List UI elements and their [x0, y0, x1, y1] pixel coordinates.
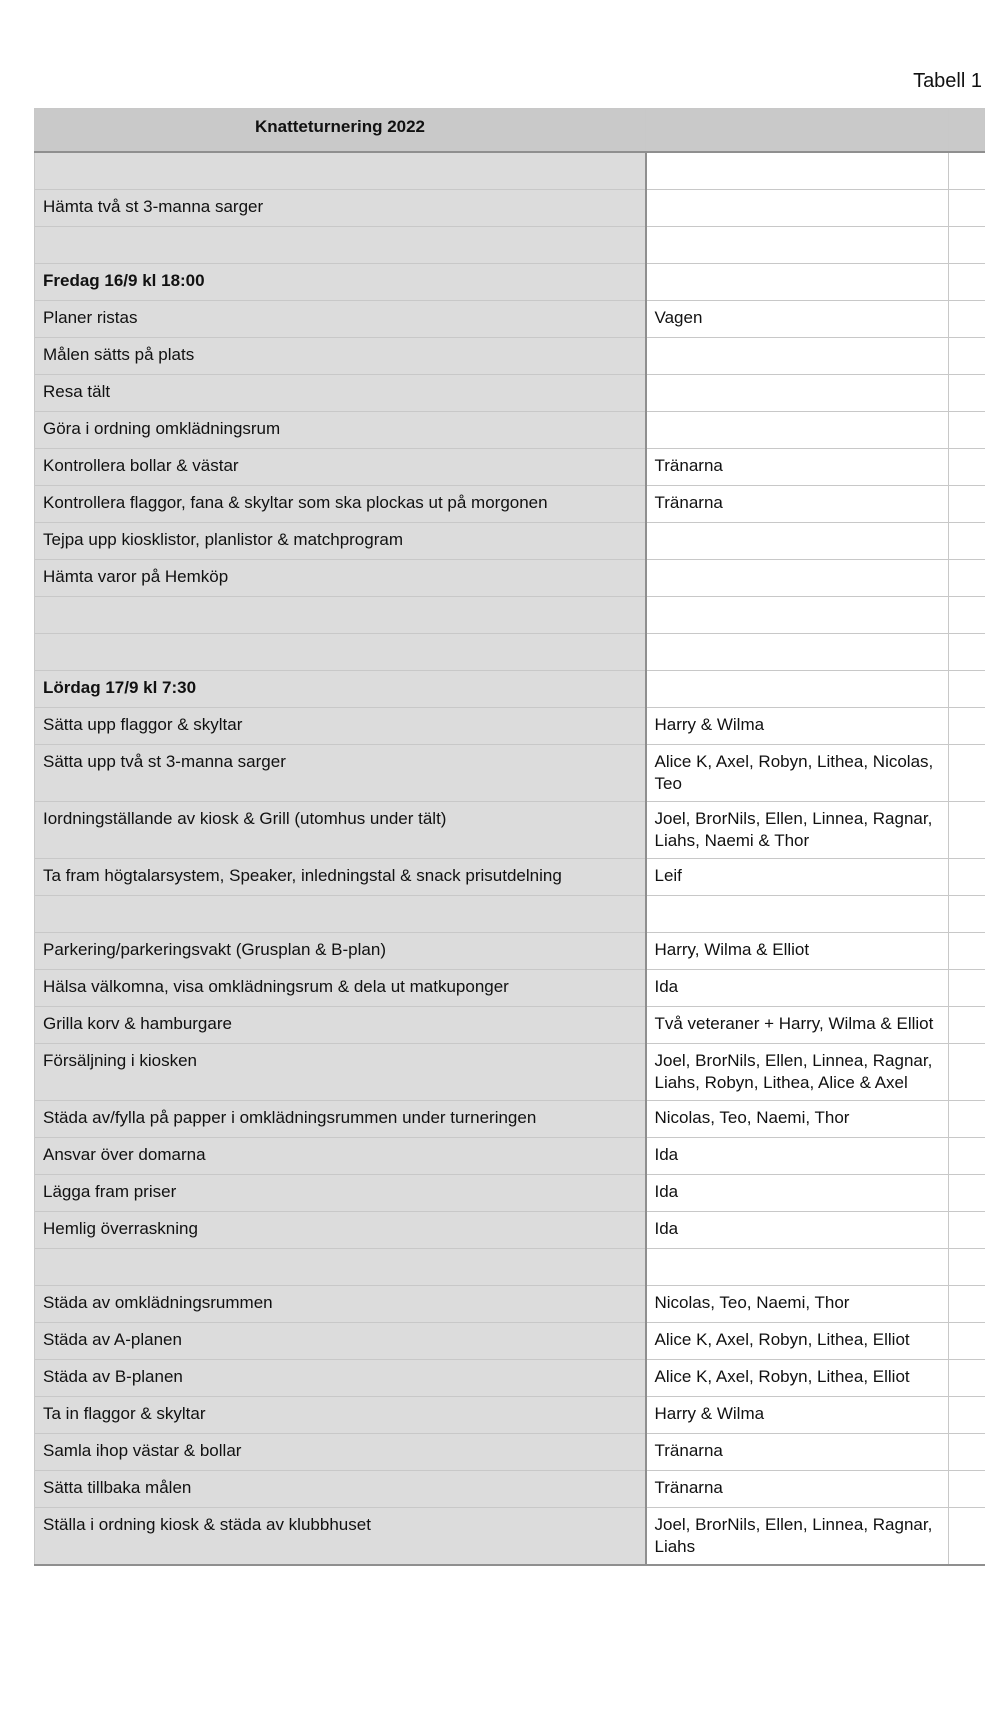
task-cell[interactable] — [35, 227, 646, 264]
table-row — [35, 1434, 985, 1471]
assignee-cell[interactable] — [646, 560, 949, 597]
header-row — [35, 109, 985, 153]
table-row — [35, 745, 985, 802]
table-row — [35, 1249, 985, 1286]
table-row — [35, 190, 985, 227]
task-cell[interactable]: Sätta upp flaggor & skyltar — [35, 708, 646, 745]
table-row — [35, 301, 985, 338]
assignee-cell[interactable]: Tränarna — [646, 449, 949, 486]
task-cell[interactable]: Göra i ordning omklädningsrum — [35, 412, 646, 449]
assignee-cell[interactable] — [646, 152, 949, 190]
empty-cell[interactable] — [949, 412, 985, 449]
assignee-cell[interactable]: Alice K, Axel, Robyn, Lithea, Elliot — [646, 1360, 949, 1397]
empty-cell[interactable] — [949, 1286, 985, 1323]
table-row — [35, 1212, 985, 1249]
task-cell[interactable]: Sätta tillbaka målen — [35, 1471, 646, 1508]
assignee-cell[interactable]: Harry & Wilma — [646, 1397, 949, 1434]
task-cell[interactable]: Parkering/parkeringsvakt (Grusplan & B-plan) — [35, 933, 646, 970]
empty-cell[interactable] — [949, 1212, 985, 1249]
empty-cell[interactable] — [949, 1360, 985, 1397]
table-row — [35, 896, 985, 933]
empty-cell[interactable] — [949, 1044, 985, 1101]
assignee-cell[interactable]: Joel, BrorNils, Ellen, Linnea, Ragnar, Liahs, Robyn, Lithea, Alice & Axel — [646, 1044, 949, 1101]
empty-cell[interactable] — [949, 597, 985, 634]
table-row — [35, 264, 985, 301]
assignee-cell[interactable]: Tränarna — [646, 486, 949, 523]
table-row — [35, 859, 985, 896]
task-cell[interactable]: Lägga fram priser — [35, 1175, 646, 1212]
assignee-cell[interactable] — [646, 375, 949, 412]
table-title[interactable]: Knatteturnering 2022 — [35, 109, 646, 153]
assignee-cell[interactable]: Harry & Wilma — [646, 708, 949, 745]
assignee-cell[interactable]: Alice K, Axel, Robyn, Lithea, Nicolas, Teo — [646, 745, 949, 802]
assignee-cell[interactable]: Joel, BrorNils, Ellen, Linnea, Ragnar, Liahs — [646, 1508, 949, 1566]
task-cell[interactable]: Lördag 17/9 kl 7:30 — [35, 671, 646, 708]
empty-cell[interactable] — [949, 1323, 985, 1360]
assignee-cell[interactable]: Tränarna — [646, 1434, 949, 1471]
task-cell[interactable]: Hälsa välkomna, visa omklädningsrum & dela ut matkuponger — [35, 970, 646, 1007]
assignee-cell[interactable] — [646, 896, 949, 933]
task-cell[interactable]: Städa av/fylla på papper i omklädningsrummen under turneringen — [35, 1101, 646, 1138]
assignee-cell[interactable]: Harry, Wilma & Elliot — [646, 933, 949, 970]
table-row — [35, 449, 985, 486]
empty-cell[interactable] — [949, 802, 985, 859]
empty-cell[interactable] — [949, 1138, 985, 1175]
empty-cell[interactable] — [949, 896, 985, 933]
empty-cell[interactable] — [949, 634, 985, 671]
empty-cell[interactable] — [949, 859, 985, 896]
task-cell[interactable]: Hämta varor på Hemköp — [35, 560, 646, 597]
empty-cell[interactable] — [949, 1508, 985, 1566]
assignee-cell[interactable] — [646, 190, 949, 227]
task-cell[interactable]: Städa av A-planen — [35, 1323, 646, 1360]
task-cell[interactable]: Hemlig överraskning — [35, 1212, 646, 1249]
table-row — [35, 597, 985, 634]
task-cell[interactable]: Resa tält — [35, 375, 646, 412]
assignee-cell[interactable]: Nicolas, Teo, Naemi, Thor — [646, 1286, 949, 1323]
assignee-cell[interactable]: Nicolas, Teo, Naemi, Thor — [646, 1101, 949, 1138]
table-row — [35, 1175, 985, 1212]
empty-cell[interactable] — [949, 1471, 985, 1508]
empty-cell[interactable] — [949, 933, 985, 970]
task-cell[interactable] — [35, 1249, 646, 1286]
assignee-cell[interactable] — [646, 597, 949, 634]
table-row — [35, 1397, 985, 1434]
empty-cell[interactable] — [949, 708, 985, 745]
task-cell[interactable]: Grilla korv & hamburgare — [35, 1007, 646, 1044]
task-cell[interactable]: Hämta två st 3-manna sarger — [35, 190, 646, 227]
table-row — [35, 634, 985, 671]
task-cell[interactable] — [35, 634, 646, 671]
assignee-cell[interactable]: Vagen — [646, 301, 949, 338]
assignee-cell[interactable]: Joel, BrorNils, Ellen, Linnea, Ragnar, Liahs, Naemi & Thor — [646, 802, 949, 859]
task-cell[interactable]: Målen sätts på plats — [35, 338, 646, 375]
task-cell[interactable]: Samla ihop västar & bollar — [35, 1434, 646, 1471]
assignee-cell[interactable] — [646, 412, 949, 449]
empty-cell[interactable] — [949, 227, 985, 264]
task-cell[interactable]: Städa av B-planen — [35, 1360, 646, 1397]
task-cell[interactable]: Tejpa upp kiosklistor, planlistor & matchprogram — [35, 523, 646, 560]
empty-cell[interactable] — [949, 375, 985, 412]
empty-cell[interactable] — [949, 1175, 985, 1212]
table-row — [35, 1007, 985, 1044]
task-cell[interactable]: Iordningställande av kiosk & Grill (utomhus under tält) — [35, 802, 646, 859]
empty-cell[interactable] — [949, 523, 985, 560]
empty-cell[interactable] — [949, 1101, 985, 1138]
task-cell[interactable]: Ta in flaggor & skyltar — [35, 1397, 646, 1434]
table-row — [35, 523, 985, 560]
empty-cell[interactable] — [949, 1397, 985, 1434]
table-row — [35, 1138, 985, 1175]
task-cell[interactable]: Försäljning i kiosken — [35, 1044, 646, 1101]
table-row — [35, 1044, 985, 1101]
schedule-table — [34, 108, 985, 1566]
assignee-cell[interactable]: Ida — [646, 1212, 949, 1249]
task-cell[interactable] — [35, 896, 646, 933]
table-row — [35, 152, 985, 190]
task-cell[interactable]: Ta fram högtalarsystem, Speaker, inledningstal & snack prisutdelning — [35, 859, 646, 896]
table-row — [35, 375, 985, 412]
assignee-cell[interactable] — [646, 671, 949, 708]
task-cell[interactable]: Fredag 16/9 kl 18:00 — [35, 264, 646, 301]
task-cell[interactable] — [35, 597, 646, 634]
empty-cell[interactable] — [949, 1007, 985, 1044]
table-row — [35, 1508, 985, 1566]
assignee-cell[interactable]: Två veteraner + Harry, Wilma & Elliot — [646, 1007, 949, 1044]
table-row — [35, 1323, 985, 1360]
empty-cell[interactable] — [949, 338, 985, 375]
table-row — [35, 560, 985, 597]
task-cell[interactable]: Kontrollera bollar & västar — [35, 449, 646, 486]
assignee-cell[interactable] — [646, 227, 949, 264]
assignee-cell[interactable]: Alice K, Axel, Robyn, Lithea, Elliot — [646, 1323, 949, 1360]
table-row — [35, 802, 985, 859]
empty-cell[interactable] — [949, 152, 985, 190]
table-row — [35, 933, 985, 970]
task-cell[interactable]: Ställa i ordning kiosk & städa av klubbhuset — [35, 1508, 646, 1566]
assignee-cell[interactable] — [646, 523, 949, 560]
assignee-cell[interactable]: Ida — [646, 1138, 949, 1175]
task-cell[interactable]: Städa av omklädningsrummen — [35, 1286, 646, 1323]
empty-cell[interactable] — [949, 486, 985, 523]
empty-cell[interactable] — [949, 301, 985, 338]
assignee-cell[interactable] — [646, 264, 949, 301]
table-row — [35, 1360, 985, 1397]
task-cell[interactable]: Ansvar över domarna — [35, 1138, 646, 1175]
table-row — [35, 412, 985, 449]
assignee-cell[interactable]: Tränarna — [646, 1471, 949, 1508]
task-cell[interactable]: Kontrollera flaggor, fana & skyltar som ska plockas ut på morgonen — [35, 486, 646, 523]
table-row — [35, 227, 985, 264]
assignee-cell[interactable]: Ida — [646, 1175, 949, 1212]
empty-cell[interactable] — [949, 671, 985, 708]
empty-cell[interactable] — [949, 190, 985, 227]
header-cell-2[interactable] — [646, 109, 949, 153]
table-row — [35, 708, 985, 745]
empty-cell[interactable] — [949, 1249, 985, 1286]
table-row — [35, 1101, 985, 1138]
table-row — [35, 1286, 985, 1323]
task-cell[interactable]: Sätta upp två st 3-manna sarger — [35, 745, 646, 802]
empty-cell[interactable] — [949, 449, 985, 486]
empty-cell[interactable] — [949, 745, 985, 802]
assignee-cell[interactable]: Ida — [646, 970, 949, 1007]
header-cell-3[interactable] — [949, 109, 985, 153]
empty-cell[interactable] — [949, 1434, 985, 1471]
empty-cell[interactable] — [949, 970, 985, 1007]
assignee-cell[interactable]: Leif — [646, 859, 949, 896]
assignee-cell[interactable] — [646, 634, 949, 671]
empty-cell[interactable] — [949, 560, 985, 597]
table-row — [35, 486, 985, 523]
assignee-cell[interactable] — [646, 338, 949, 375]
assignee-cell[interactable] — [646, 1249, 949, 1286]
empty-cell[interactable] — [949, 264, 985, 301]
task-cell[interactable]: Planer ristas — [35, 301, 646, 338]
task-cell[interactable] — [35, 152, 646, 190]
table-row — [35, 338, 985, 375]
table-row — [35, 671, 985, 708]
table-row — [35, 1471, 985, 1508]
table-caption: Tabell 1 — [913, 70, 982, 92]
table-row — [35, 970, 985, 1007]
